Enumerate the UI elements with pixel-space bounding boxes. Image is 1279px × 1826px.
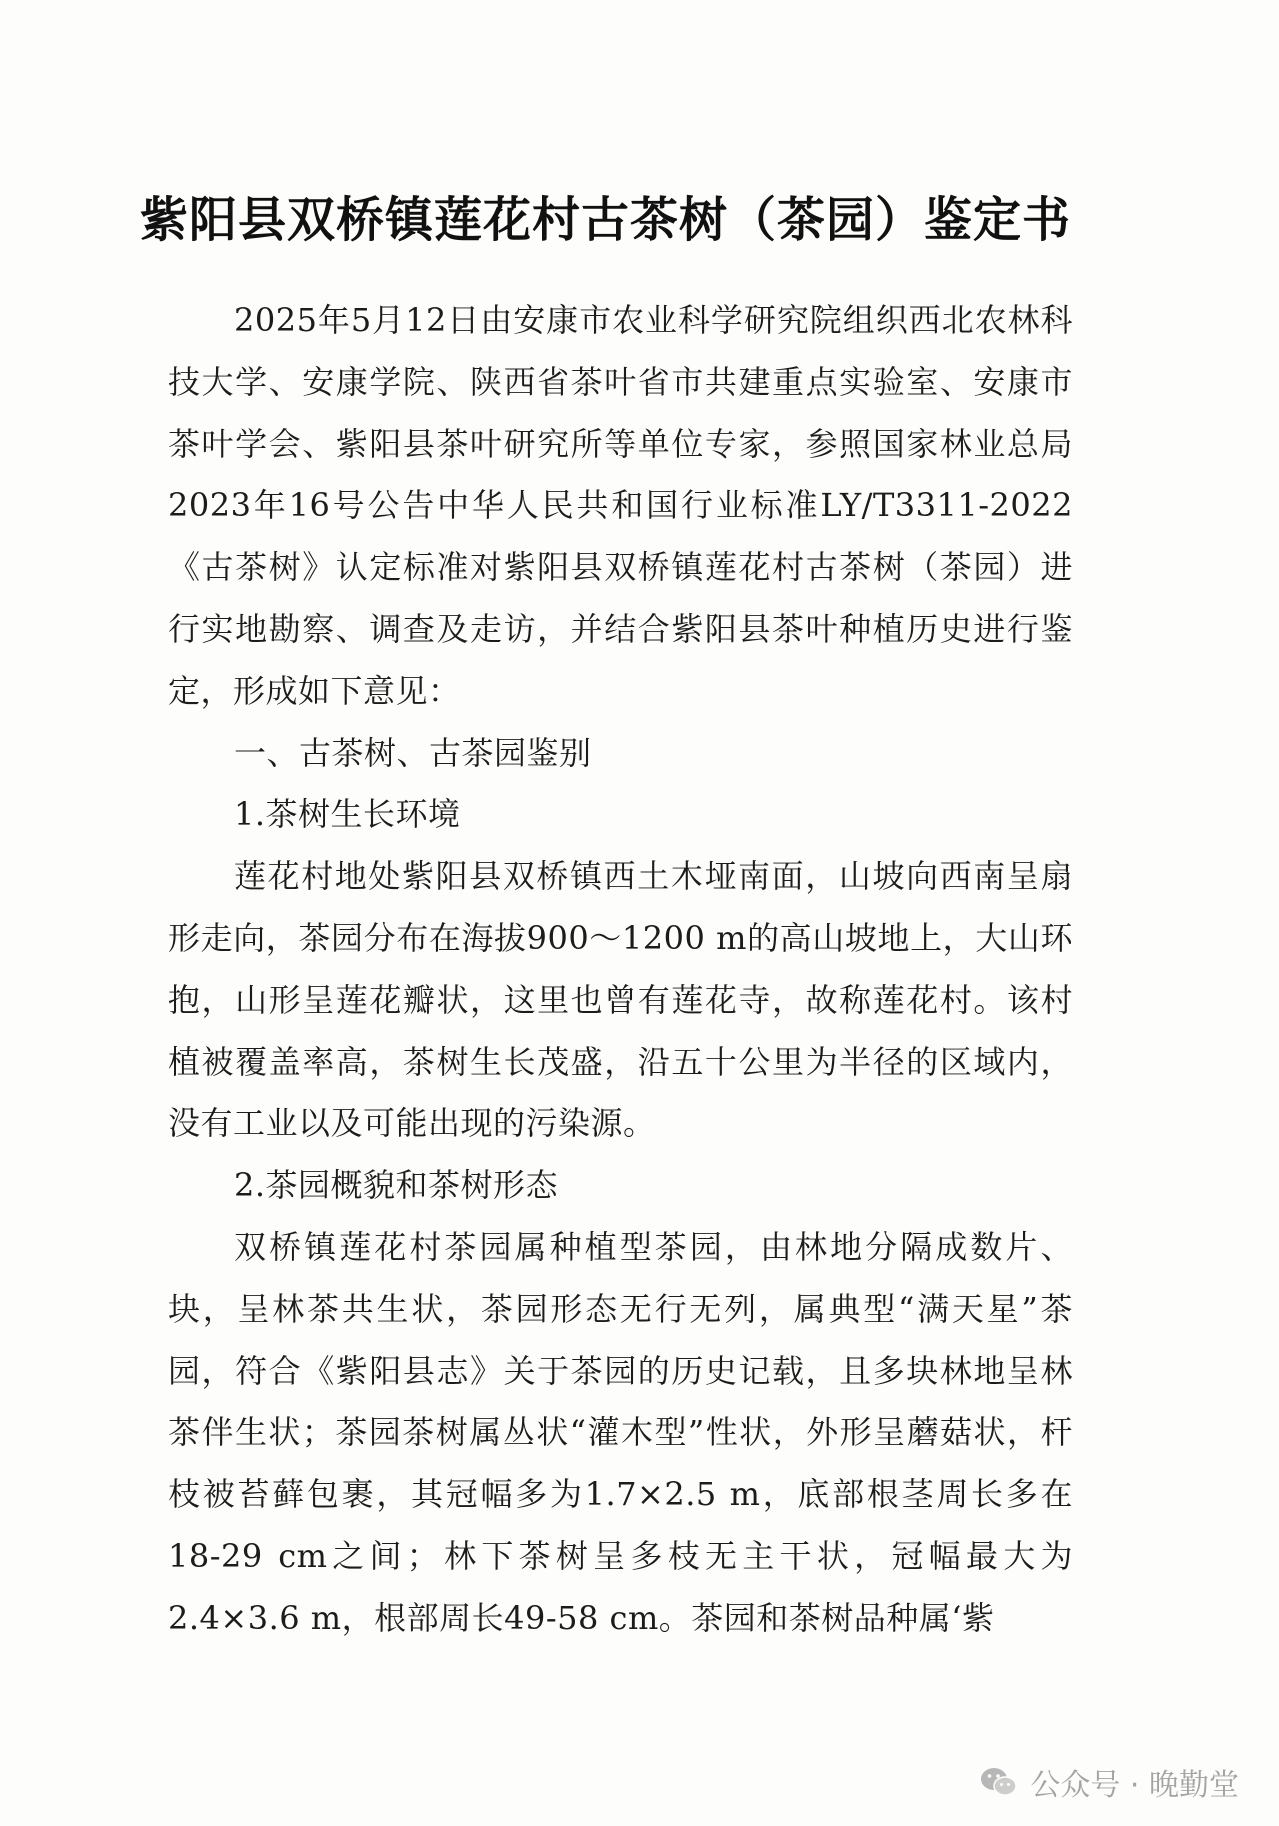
subsection-heading-2: 2.茶园概貌和茶树形态 [234, 1166, 559, 1205]
paragraph-tea-garden: 双桥镇莲花村茶园属种植型茶园，由林地分隔成数片、块，呈林茶共生状，茶园形态无行无列，属典型“满天星”茶园，符合《紫阳县志》关于茶园的历史记载，且多块林地呈林茶伴生状；茶园茶树属丛状“灌木型”性状，外形呈蘑菇状，杆枝被苔藓包裹，其冠幅多为1.7×2.5 m，底部根茎周长多在18-29 cm之间；林下茶树呈多枝无主干状，冠幅最大为2.4×3.6 m，根部周长49-58 cm。茶园和茶树品种属‘紫 [168, 1227, 1073, 1637]
subsection-heading-1: 1.茶树生长环境 [234, 795, 461, 834]
document-body [168, 290, 1073, 1650]
paragraph-environment: 莲花村地处紫阳县双桥镇西土木垭南面，山坡向西南呈扇形走向，茶园分布在海拔900～1200 m的高山坡地上，大山环抱，山形呈莲花瓣状，这里也曾有莲花寺，故称莲花村。该村植被覆盖率高，茶树生长茂盛，沿五十公里为半径的区域内，没有工业以及可能出现的污染源。 [168, 857, 1073, 1143]
paragraph-intro: 2025年5月12日由安康市农业科学研究院组织西北农林科技大学、安康学院、陕西省茶叶省市共建重点实验室、安康市茶叶学会、紫阳县茶叶研究所等单位专家，参照国家林业总局2023年16号公告中华人民共和国行业标准LY/T3311-2022《古茶树》认定标准对紫阳县双桥镇莲花村古茶树（茶园）进行实地勘察、调查及走访，并结合紫阳县茶叶种植历史进行鉴定，形成如下意见： [168, 301, 1073, 710]
watermark [980, 1760, 1239, 1804]
section-heading-1: 一、古茶树、古茶园鉴别 [234, 733, 592, 772]
watermark-text: 公众号 · 晚勤堂 [1030, 1768, 1239, 1803]
document-title: 紫阳县双桥镇莲花村古茶树（茶园）鉴定书 [140, 192, 1072, 248]
wechat-icon [980, 1766, 1018, 1798]
